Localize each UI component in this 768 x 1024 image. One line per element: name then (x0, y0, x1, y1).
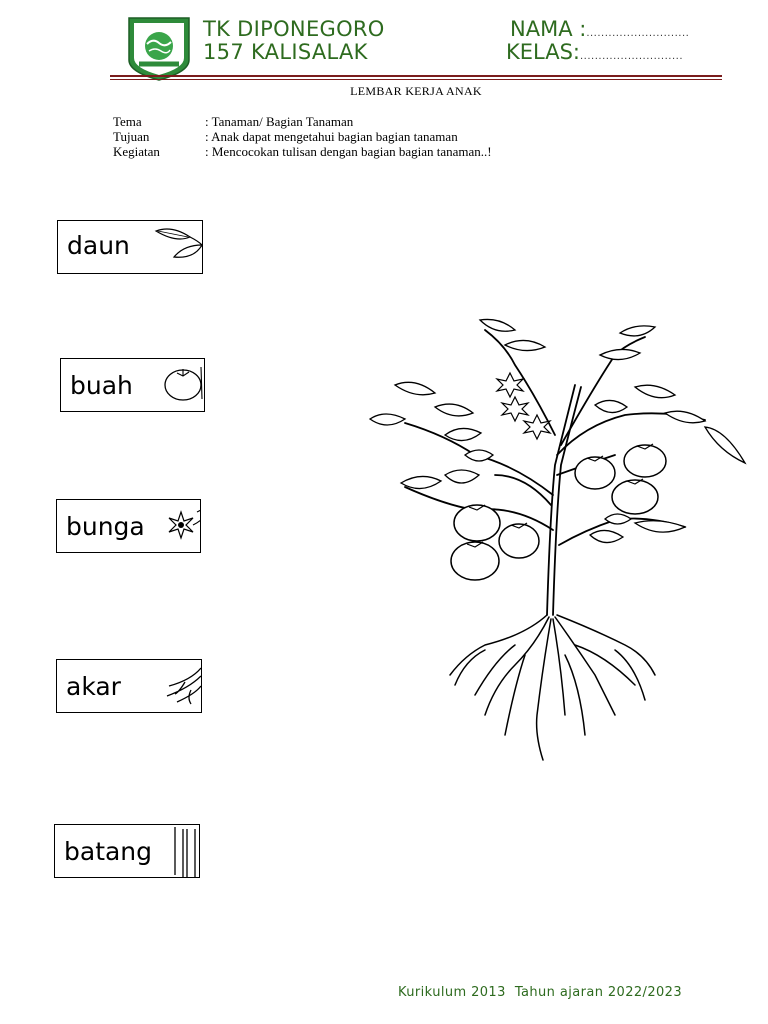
tomato-plant-illustration (365, 315, 755, 765)
tomato-icon (161, 363, 205, 405)
kelas-field[interactable] (506, 41, 683, 64)
info-label-kegiatan: Kegiatan (113, 144, 160, 159)
leaf-icon (154, 223, 203, 263)
school-logo (127, 16, 191, 82)
card-batang[interactable] (54, 824, 200, 878)
info-value-kegiatan: : Mencocokan tulisan dengan bagian bagian tanaman..! (205, 144, 492, 159)
shield-logo-icon (127, 16, 191, 82)
flower-icon (163, 508, 201, 544)
kelas-label: KELAS: (506, 40, 580, 64)
nama-label: NAMA : (510, 17, 587, 41)
card-bunga[interactable] (56, 499, 201, 553)
card-label-buah: buah (70, 371, 133, 400)
plant-icon (365, 315, 755, 765)
sheet-title: LEMBAR KERJA ANAK (350, 84, 482, 98)
card-label-bunga: bunga (66, 512, 145, 541)
card-buah[interactable] (60, 358, 205, 412)
stem-icon (171, 825, 200, 877)
footer-text: Kurikulum 2013 Tahun ajaran 2022/2023 (398, 985, 683, 1000)
nama-field[interactable] (510, 18, 689, 41)
card-label-batang: batang (64, 837, 153, 866)
nama-dots: ............................ (586, 28, 690, 39)
school-number: 157 KALISALAK (203, 40, 368, 64)
card-daun[interactable] (57, 220, 203, 274)
header-divider (110, 75, 722, 77)
info-value-tema: : Tanaman/ Bagian Tanaman (205, 114, 354, 129)
info-label-tema: Tema (113, 114, 142, 129)
card-akar[interactable] (56, 659, 202, 713)
card-label-daun: daun (67, 231, 130, 260)
info-label-tujuan: Tujuan (113, 129, 150, 144)
card-label-akar: akar (66, 672, 121, 701)
kelas-dots: ............................ (580, 51, 684, 62)
school-name: TK DIPONEGORO (203, 17, 385, 41)
header-divider-thin (110, 79, 722, 80)
info-value-tujuan: : Anak dapat mengetahui bagian bagian tanaman (205, 129, 458, 144)
root-icon (161, 666, 202, 706)
